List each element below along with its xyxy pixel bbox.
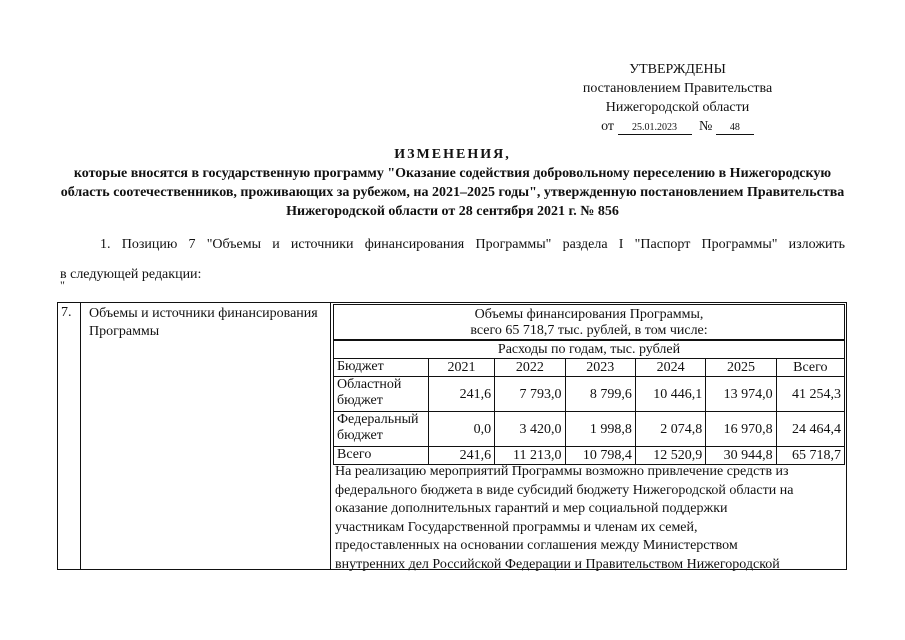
approval-line-1: постановлением Правительства (582, 81, 773, 96)
approval-date: 25.01.2023 (618, 122, 692, 135)
funding-summary (333, 304, 845, 340)
col-header-2025: 2025 (706, 359, 776, 377)
funding-summary-line-2: всего 65 718,7 тыс. рублей, в том числе: (470, 323, 708, 338)
table-cell: 241,6 (428, 377, 494, 412)
note-line: федерального бюджета в виде субсидий бюджету Нижегородской области на (335, 482, 794, 498)
note-line: предоставленных на основании соглашения между Министерством (335, 538, 738, 553)
expenses-header: Расходы по годам, тыс. рублей (334, 341, 845, 359)
table-cell: 241,6 (428, 447, 494, 465)
table-row (334, 447, 845, 465)
col-header-2022: 2022 (495, 359, 565, 377)
note-line: оказание дополнительных гарантий и мер социальной поддержки (335, 501, 728, 516)
table-cell: 7 793,0 (495, 377, 565, 412)
table-cell: 11 213,0 (495, 447, 565, 465)
row-name: Объемы и источники финансирования Программы (81, 302, 331, 570)
approval-line-2: Нижегородской области (605, 100, 750, 115)
approval-title: УТВЕРЖДЕНЫ (629, 62, 726, 77)
table-cell: 2 074,8 (635, 412, 705, 447)
number-label: № (699, 119, 713, 134)
approval-date-line (560, 117, 795, 136)
note-line: внутренних дел Российской Федерации и Правительством Нижегородской (335, 556, 780, 572)
row-number: 7. (57, 302, 81, 570)
col-header-budget: Бюджет (334, 359, 429, 377)
note-line: участникам Государственной программы и членам их семей, (335, 519, 698, 535)
paragraph-line-2: в следующей редакции: (60, 267, 202, 282)
table-cell: 1 998,8 (565, 412, 635, 447)
table-row (334, 412, 845, 447)
paragraph-1 (60, 230, 845, 290)
approval-block (560, 60, 795, 136)
table-cell: 65 718,7 (776, 447, 844, 465)
col-header-total: Всего (776, 359, 844, 377)
col-header-2024: 2024 (635, 359, 705, 377)
note-line: На реализацию мероприятий Программы возможно привлечение средств из (335, 464, 789, 479)
document-heading (60, 145, 845, 221)
table-cell: 16 970,8 (706, 412, 776, 447)
col-header-2023: 2023 (565, 359, 635, 377)
funding-table (333, 340, 845, 465)
table-cell: 41 254,3 (776, 377, 844, 412)
row-label-total: Всего (334, 447, 429, 465)
opening-quote: " (60, 278, 65, 292)
table-cell: 8 799,6 (565, 377, 635, 412)
table-cell: 13 974,0 (706, 377, 776, 412)
row-label-regional: Областной бюджет (334, 377, 429, 412)
table-cell: 10 446,1 (635, 377, 705, 412)
document-subtitle: которые вносятся в государственную программу "Оказание содействия добровольному переселению в Нижегородскую область соотечественников, проживающих за рубежом, на 2021–2025 годы", утвержденную постановлением Правительства Нижегородской области от 28 сентября 2021 г. № 856 (60, 166, 845, 219)
funding-summary-line-1: Объемы финансирования Программы, (474, 307, 704, 322)
table-cell: 3 420,0 (495, 412, 565, 447)
paragraph-line-1: 1. Позицию 7 "Объемы и источники финансирования Программы" раздела I "Паспорт Программы" изложить (100, 237, 845, 252)
table-cell: 12 520,9 (635, 447, 705, 465)
funding-note (335, 463, 840, 574)
approval-number: 48 (716, 122, 754, 135)
table-cell: 24 464,4 (776, 412, 844, 447)
table-row (334, 377, 845, 412)
table-cell: 30 944,8 (706, 447, 776, 465)
document-title: ИЗМЕНЕНИЯ, (394, 147, 511, 162)
table-cell: 0,0 (428, 412, 494, 447)
col-header-2021: 2021 (428, 359, 494, 377)
table-cell: 10 798,4 (565, 447, 635, 465)
row-label-federal: Федеральный бюджет (334, 412, 429, 447)
from-label: от (601, 119, 615, 134)
